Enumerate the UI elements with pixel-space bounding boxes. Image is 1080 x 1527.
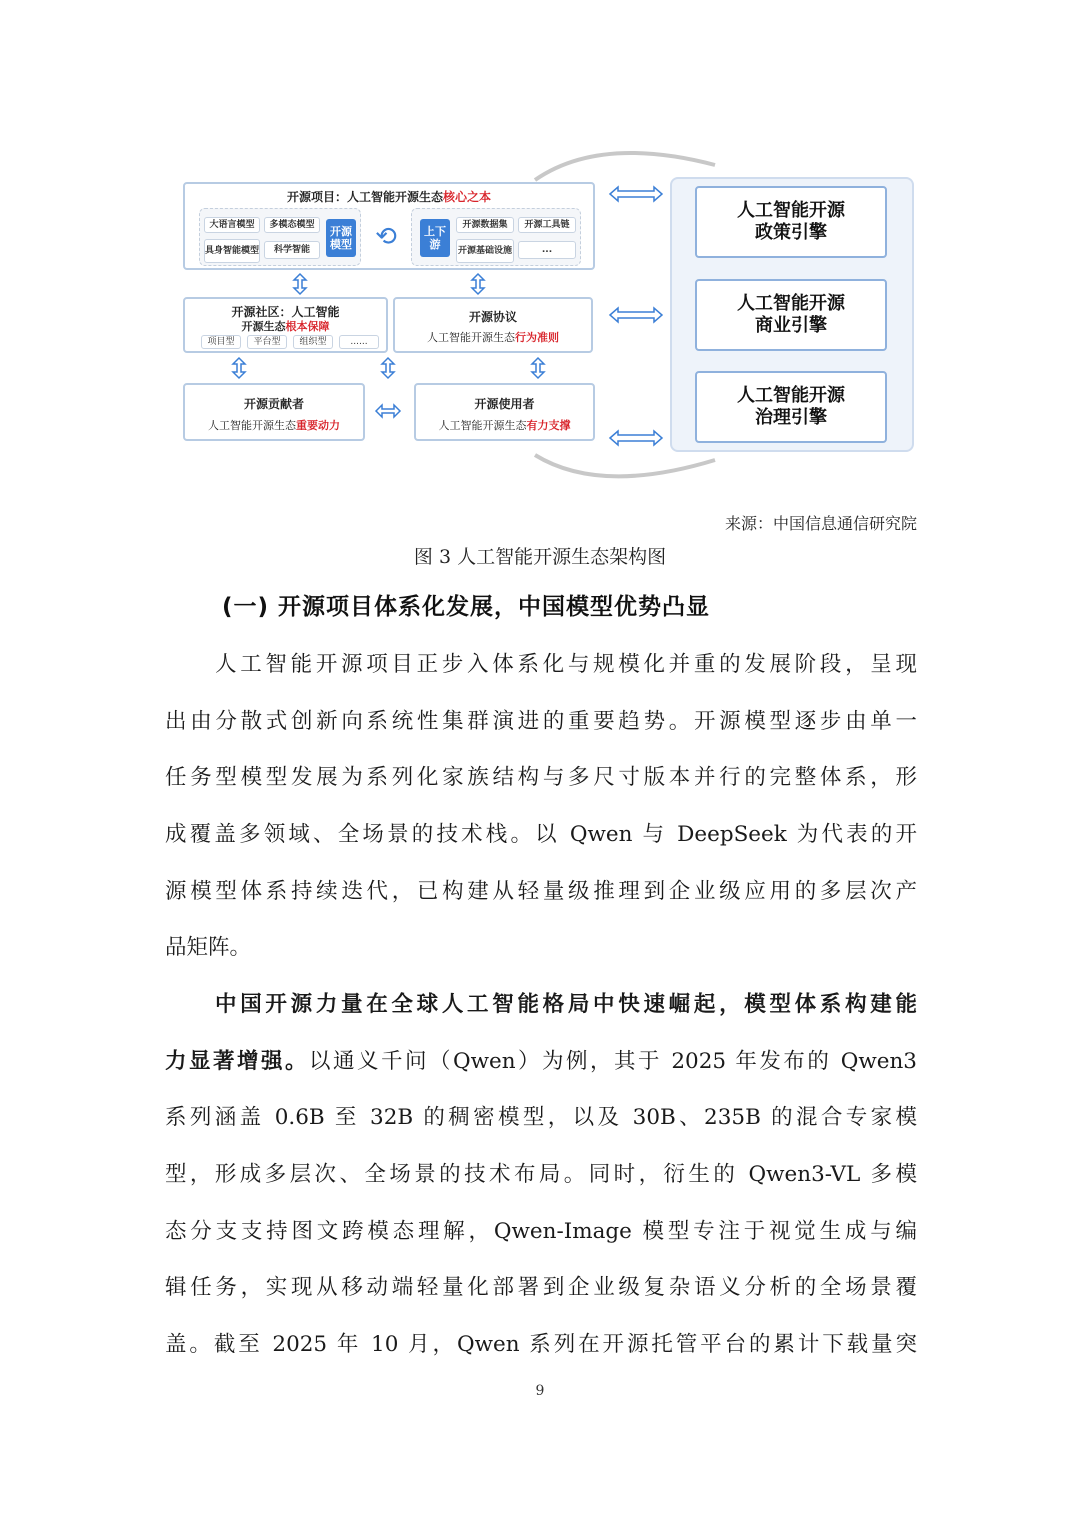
leftright-arrow-icon <box>608 428 664 448</box>
chip-multimodal: 多模态模型 <box>264 217 320 233</box>
paragraph-2 <box>165 977 917 1374</box>
project-panel <box>183 182 595 270</box>
protocol-subtitle: 人工智能开源生态行为准则 <box>427 331 559 344</box>
chip-org-type: 组织型 <box>293 335 333 349</box>
user-title: 开源使用者 <box>474 397 535 411</box>
paragraph-line: 态分支支持图文跨模态理解，Qwen-Image 模型专注于视觉生成与编 <box>165 1218 917 1244</box>
updown-arrow-icon <box>528 356 548 380</box>
paragraph-line: 盖。截至 2025 年 10 月，Qwen 系列在开源托管平台的累计下载量突 <box>165 1332 917 1358</box>
paragraph-line: 出由分散式创新向系统性集群演进的重要趋势。开源模型逐步由单一 <box>165 708 917 734</box>
figure-source: 来源：中国信息通信研究院 <box>724 514 917 533</box>
paragraph-line: 系列涵盖 0.6B 至 32B 的稠密模型，以及 30B、235B 的混合专家模 <box>165 1105 917 1131</box>
ecosystem-architecture-figure <box>150 140 930 490</box>
project-panel-title: 开源项目：人工智能开源生态核心之本 <box>286 190 492 204</box>
paragraph-line: 成覆盖多领域、全场景的技术栈。以 Qwen 与 DeepSeek 为代表的开 <box>165 822 917 848</box>
section-heading: (一) 开源项目体系化发展，中国模型优势凸显 <box>222 594 711 620</box>
paragraph-line: 源模型体系持续迭代，已构建从轻量级推理到企业级应用的多层次产 <box>165 878 917 904</box>
paragraph-1 <box>165 637 917 977</box>
open-model-tag: 开源模型 <box>326 219 356 257</box>
upstream-box <box>411 208 581 266</box>
chip-more: ... <box>518 241 576 259</box>
updown-arrow-icon <box>378 356 398 380</box>
community-panel <box>183 297 388 353</box>
engine-governance: 人工智能开源 治理引擎 <box>695 371 887 443</box>
paragraph-line: 品矩阵。 <box>165 935 252 961</box>
community-title: 开源社区：人工智能 <box>231 305 340 319</box>
community-subtitle: 开源生态根本保障 <box>241 320 330 333</box>
chip-embodied: 具身智能模型 <box>204 239 260 263</box>
chip-infra: 开源基础设施 <box>456 239 514 263</box>
leftright-arrow-icon <box>374 402 402 420</box>
chip-datasets: 开源数据集 <box>456 217 514 233</box>
contributor-subtitle: 人工智能开源生态重要动力 <box>208 419 340 432</box>
chip-project-type: 项目型 <box>201 335 241 349</box>
leftright-arrow-icon <box>608 184 664 204</box>
protocol-panel <box>393 297 593 353</box>
leftright-arrow-icon <box>608 305 664 325</box>
paragraph-line: 辑任务，实现从移动端轻量化部署到企业级复杂语义分析的全场景覆 <box>165 1275 917 1301</box>
chip-science: 科学智能 <box>264 241 320 259</box>
chip-etc: ...... <box>339 335 379 349</box>
chip-toolchain: 开源工具链 <box>518 217 576 233</box>
contributor-panel <box>183 383 365 441</box>
chip-platform-type: 平台型 <box>247 335 287 349</box>
paragraph-line: 型，形成多层次、全场景的技术布局。同时，衍生的 Qwen3-VL 多模 <box>165 1162 917 1188</box>
updown-arrow-icon <box>468 272 488 296</box>
engine-business: 人工智能开源 商业引擎 <box>695 279 887 351</box>
protocol-title: 开源协议 <box>468 310 517 324</box>
user-panel <box>414 383 595 441</box>
updown-arrow-icon <box>229 356 249 380</box>
page-number: 9 <box>535 1383 545 1399</box>
user-subtitle: 人工智能开源生态有力支撑 <box>438 419 571 432</box>
engine-policy: 人工智能开源 政策引擎 <box>695 186 887 258</box>
paragraph-line: 人工智能开源项目正步入体系化与规模化并重的发展阶段，呈现 <box>215 652 917 677</box>
paragraph-run: 以通义千问（Qwen）为例，其于 2025 年发布的 Qwen3 <box>308 1048 917 1074</box>
paragraph-line: 任务型模型发展为系列化家族结构与多尺寸版本并行的完整体系，形 <box>165 765 917 791</box>
updown-arrow-icon <box>290 272 310 296</box>
chip-llm: 大语言模型 <box>204 217 260 233</box>
model-types-box <box>199 208 361 266</box>
upstream-tag: 上下游 <box>420 219 450 257</box>
paragraph-bold-line: 中国开源力量在全球人工智能格局中快速崛起，模型体系构建能 <box>215 992 917 1017</box>
paragraph-bold-run: 力显著增强。 <box>165 1048 309 1074</box>
paragraph-line <box>165 1034 917 1091</box>
contributor-title: 开源贡献者 <box>243 397 304 411</box>
figure-caption: 图 3 人工智能开源生态架构图 <box>413 546 667 568</box>
cycle-icon: ⟲ <box>375 222 397 252</box>
